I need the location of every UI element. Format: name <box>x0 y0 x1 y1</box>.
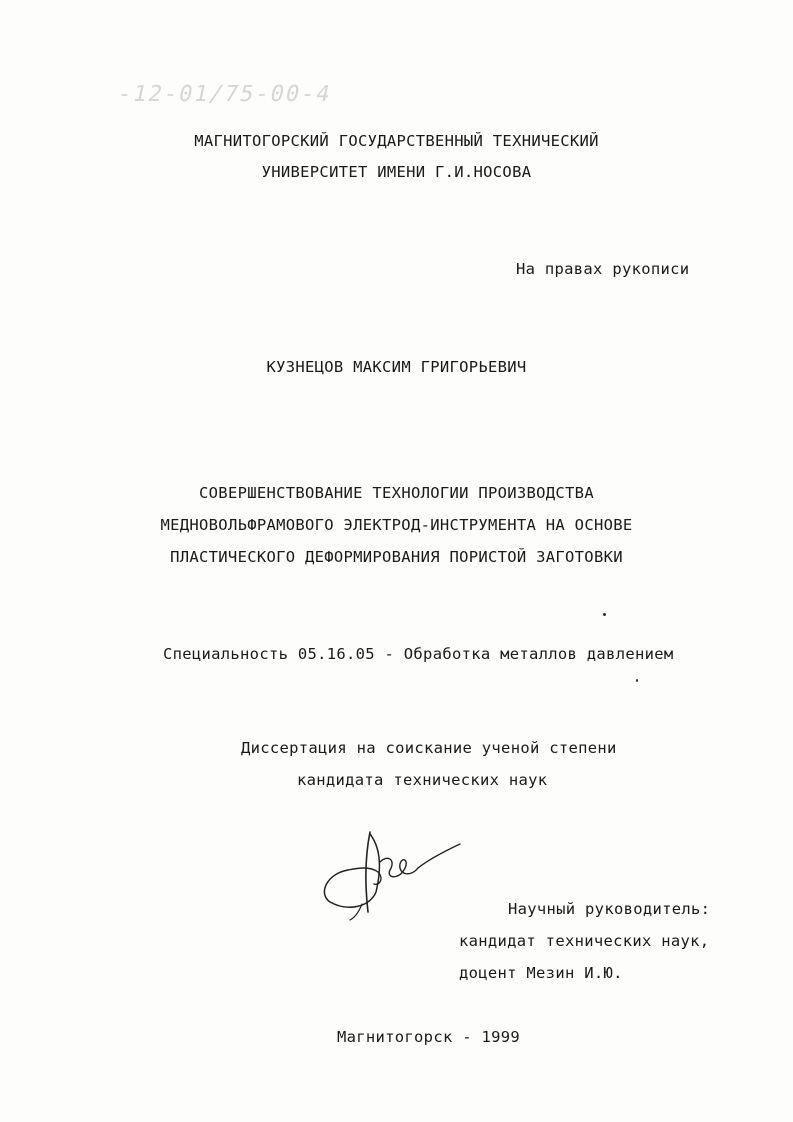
title-line-3: ПЛАСТИЧЕСКОГО ДЕФОРМИРОВАНИЯ ПОРИСТОЙ ЗАГОТОВКИ <box>170 548 623 566</box>
supervisor-line-1: Научный руководитель: <box>508 900 711 918</box>
dissertation-line-2: кандидата технических наук <box>297 771 548 789</box>
scan-speck <box>603 613 606 616</box>
title-line-2: МЕДНОВОЛЬФРАМОВОГО ЭЛЕКТРОД-ИНСТРУМЕНТА НА ОСНОВЕ <box>160 516 633 534</box>
author-name: КУЗНЕЦОВ МАКСИМ ГРИГОРЬЕВИЧ <box>266 358 527 376</box>
dissertation-line-1: Диссертация на соискание ученой степени <box>241 739 617 757</box>
rights-notice: На правах рукописи <box>516 260 690 278</box>
supervisor-line-2: кандидат технических наук, <box>459 932 710 950</box>
title-line-1: СОВЕРШЕНСТВОВАНИЕ ТЕХНОЛОГИИ ПРОИЗВОДСТВА <box>199 484 594 502</box>
institution-line-1: МАГНИТОГОРСКИЙ ГОСУДАРСТВЕННЫЙ ТЕХНИЧЕСКИЙ <box>194 132 599 150</box>
scan-speck <box>636 679 638 682</box>
specialty-line: Специальность 05.16.05 - Обработка металлов давлением <box>163 645 674 663</box>
city-year: Магнитогорск - 1999 <box>337 1028 521 1046</box>
archive-stamp: -12-01/75-00-4 <box>115 82 335 107</box>
institution-line-2: УНИВЕРСИТЕТ ИМЕНИ Г.И.НОСОВА <box>261 163 532 181</box>
supervisor-line-3: доцент Мезин И.Ю. <box>459 964 623 982</box>
author-signature <box>318 822 468 922</box>
